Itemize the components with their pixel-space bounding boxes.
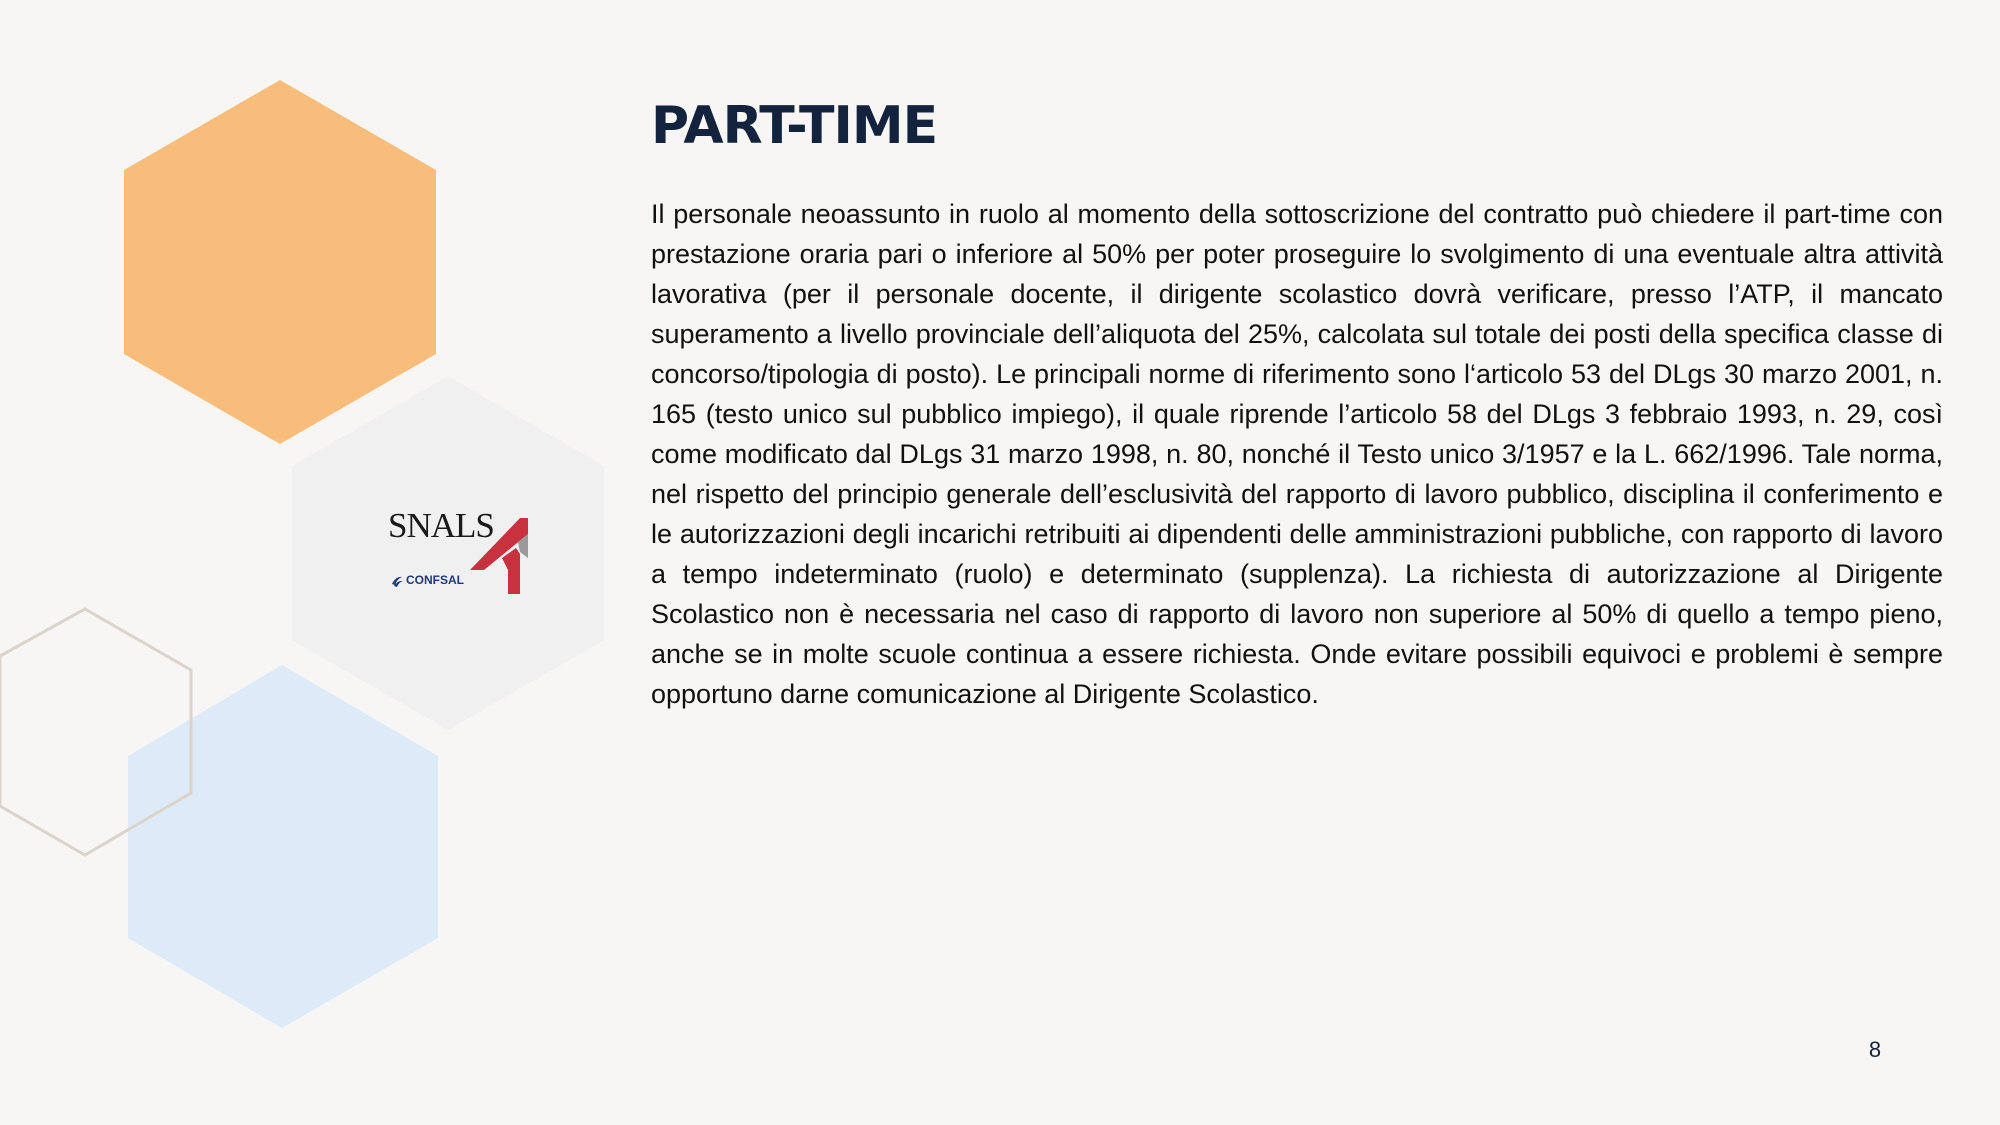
page-number: 8	[1868, 1037, 1882, 1062]
snals-confsal-logo	[384, 502, 544, 602]
logo-subtitle: CONFSAL	[406, 573, 464, 587]
slide-body-text: Il personale neoassunto in ruolo al momento della sottoscrizione del contratto può chiedere il part-time con prestazione oraria pari o inferiore al 50% per poter proseguire lo svolgimento di una eventuale altra attività lavorativa (per il personale docente, il dirigente scolastico dovrà verificare, presso l’ATP, il mancato superamento a livello provinciale dell’aliquota del 25%, calcolata sul totale dei posti della specifica classe di concorso/tipologia di posto). Le principali norme di riferimento sono l‘articolo 53 del DLgs 30 marzo 2001, n. 165 (testo unico sul pubblico impiego), il quale riprende l’articolo 58 del DLgs 3 febbraio 1993, n. 29, così come modificato dal DLgs 31 marzo 1998, n. 80, nonché il Testo unico 3/1957 e la L. 662/1996. Tale norma, nel rispetto del principio generale dell’esclusività del rapporto di lavoro pubblico, disciplina il conferimento e le autorizzazioni degli incarichi retribuiti ai dipendenti delle amministrazioni pubbliche, con rapporto di lavoro a tempo indeterminato (ruolo) e determinato (supplenza). La richiesta di autorizzazione al Dirigente Scolastico non è necessaria nel caso di rapporto di lavoro non superiore al 50% di quello a tempo pieno, anche se in molte scuole continua a essere richiesta. Onde evitare possibili equivoci e problemi è sempre opportuno darne comunicazione al Dirigente Scolastico.	[651, 199, 1943, 709]
slide-title: PART-TIME	[651, 96, 938, 156]
orange-hexagon	[124, 80, 436, 444]
logo-red-mark-icon	[468, 518, 532, 594]
logo-wordmark: SNALS	[388, 506, 494, 545]
blue-hexagon	[128, 665, 438, 1028]
logo-confsal-swirl-icon	[390, 574, 404, 588]
